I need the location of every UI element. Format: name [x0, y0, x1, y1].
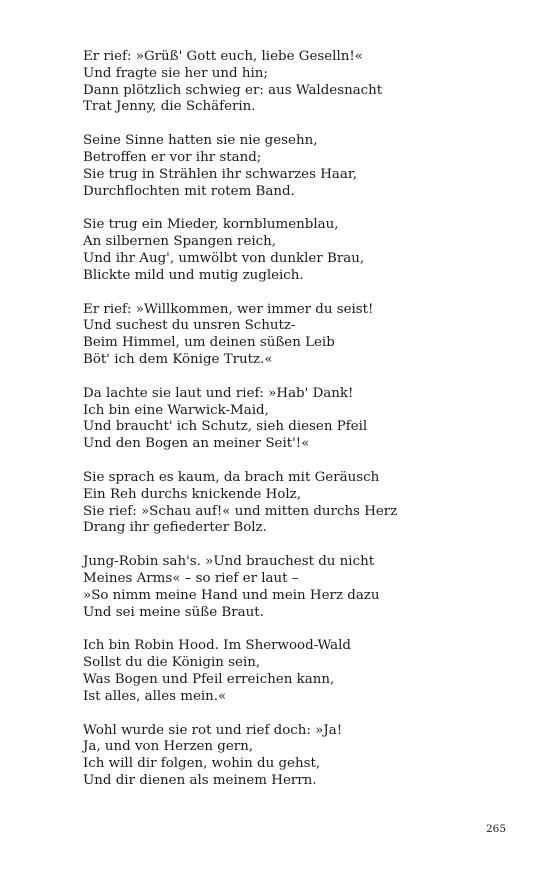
poem-line: Ich will dir folgen, wohin du gehst,: [83, 756, 321, 772]
stanza-8: [83, 638, 503, 705]
poem-line: Und braucht' ich Schutz, sieh diesen Pfeil: [83, 419, 368, 435]
poem-line: Und suchest du unsren Schutz-: [83, 318, 296, 334]
poem-line: Blickte mild und mutig zugleich.: [83, 267, 304, 283]
poem-line: Beim Himmel, um deinen süßen Leib: [83, 335, 335, 351]
stanza-2: [83, 133, 503, 200]
poem-text: [83, 49, 503, 807]
poem-line: Ich bin eine Warwick-Maid,: [83, 402, 269, 418]
poem-line: Betroffen er vor ihr stand;: [83, 149, 262, 165]
poem-line: Wohl wurde sie rot und rief doch: »Ja!: [83, 722, 343, 738]
poem-line: Sie trug in Strählen ihr schwarzes Haar,: [83, 166, 358, 182]
poem-line: Jung-Robin sah's. »Und brauchest du nicht: [83, 554, 375, 570]
poem-line: Dann plötzlich schwieg er: aus Waldesnacht: [83, 82, 383, 98]
poem-line: Und ihr Aug', umwölbt von dunkler Brau,: [83, 250, 365, 266]
stanza-3: [83, 217, 503, 284]
poem-line: Drang ihr gefiederter Bolz.: [83, 520, 267, 536]
poem-line: Ein Reh durchs knickende Holz,: [83, 486, 301, 502]
poem-line: Sollst du die Königin sein,: [83, 655, 261, 671]
poem-line: Sie trug ein Mieder, kornblumenblau,: [83, 217, 339, 233]
poem-line: Sie sprach es kaum, da brach mit Geräusch: [83, 469, 380, 485]
poem-line: Sie rief: »Schau auf!« und mitten durchs Herz: [83, 503, 398, 519]
poem-line: Trat Jenny, die Schäferin.: [83, 99, 256, 115]
poem-line: An silbernen Spangen reich,: [83, 234, 277, 250]
poem-line: Ich bin Robin Hood. Im Sherwood-Wald: [83, 638, 351, 654]
poem-line: Seine Sinne hatten sie nie gesehn,: [83, 133, 318, 149]
stanza-7: [83, 554, 503, 621]
poem-line: Ja, und von Herzen gern,: [83, 739, 254, 755]
poem-line: Da lachte sie laut und rief: »Hab' Dank!: [83, 385, 354, 401]
poem-line: »So nimm meine Hand und mein Herz dazu: [83, 587, 380, 603]
poem-line: Und dir dienen als meinem Herrn.: [83, 772, 317, 788]
stanza-9: [83, 723, 503, 790]
poem-line: Er rief: »Willkommen, wer immer du seist!: [83, 301, 374, 317]
stanza-5: [83, 386, 503, 453]
poem-line: Und den Bogen an meiner Seit'!«: [83, 436, 310, 452]
stanza-6: [83, 470, 503, 537]
stanza-1: [83, 49, 503, 116]
poem-line: Und sei meine süße Braut.: [83, 604, 264, 620]
poem-line: Meines Arms« – so rief er laut –: [83, 570, 299, 586]
poem-line: Was Bogen und Pfeil erreichen kann,: [83, 671, 335, 687]
page-number: 265: [485, 823, 506, 835]
poem-line: Er rief: »Grüß' Gott euch, liebe Geselln!«: [83, 49, 363, 64]
poem-line: Ist alles, alles mein.«: [83, 688, 227, 704]
stanza-4: [83, 302, 503, 369]
poem-line: Böt' ich dem Könige Trutz.«: [83, 351, 273, 367]
poem-line: Durchflochten mit rotem Band.: [83, 183, 295, 199]
poem-line: Und fragte sie her und hin;: [83, 65, 268, 81]
